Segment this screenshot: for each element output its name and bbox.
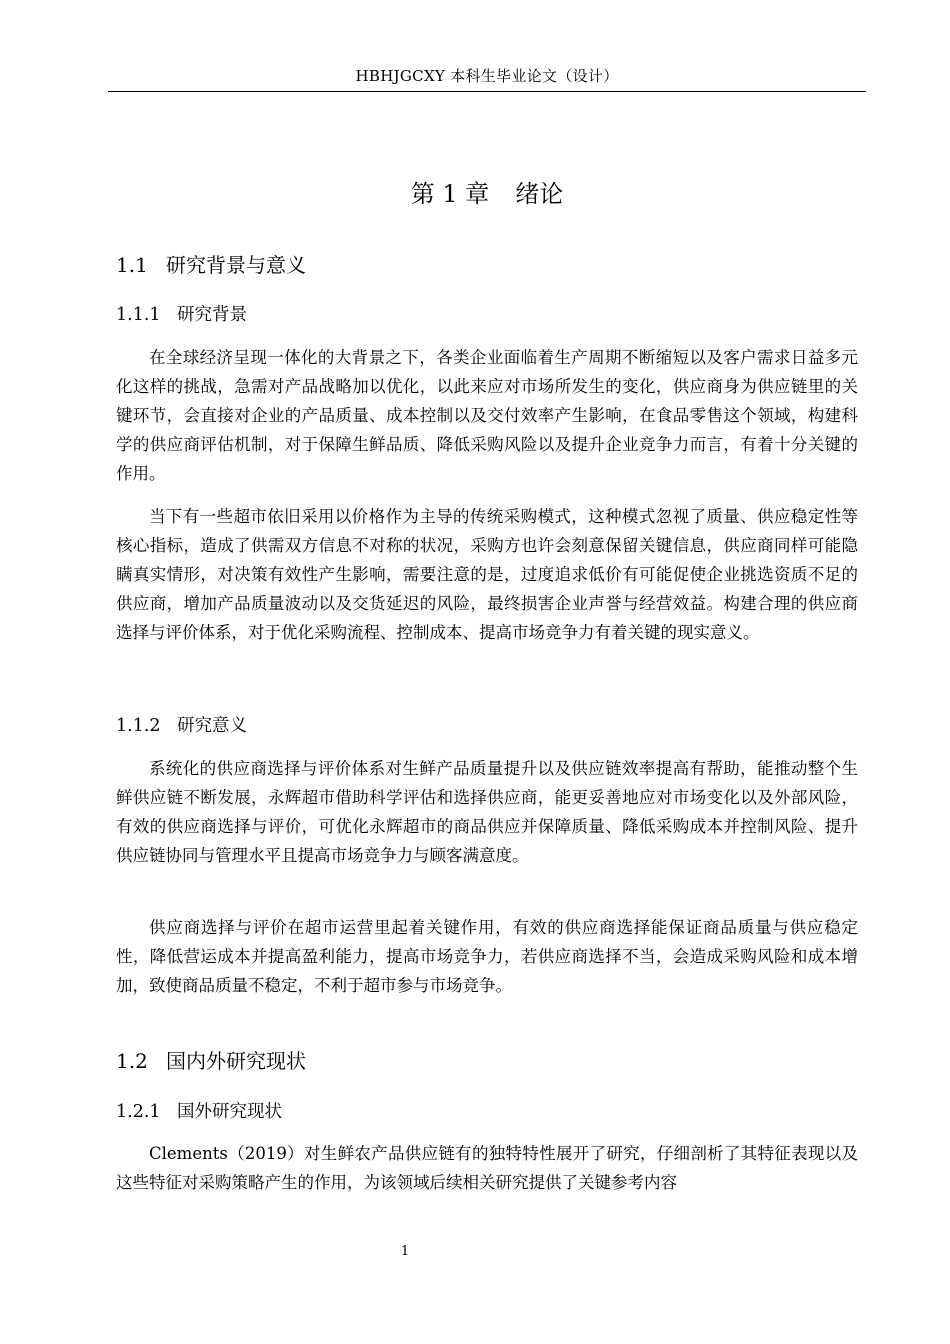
section-title: 研究背景与意义 xyxy=(166,253,306,277)
section-title: 国内外研究现状 xyxy=(166,1049,306,1073)
page-number: 1 xyxy=(400,1244,410,1259)
subsection-heading-1-2-1 xyxy=(116,1099,282,1125)
chapter-name: 绪论 xyxy=(515,180,564,208)
paragraph: 当下有一些超市依旧采用以价格作为主导的传统采购模式，这种模式忽视了质量、供应稳定性等核心指标，造成了供需双方信息不对称的状况，采购方也许会刻意保留关键信息，供应商同样可能隐瞒真实情形，对决策有效性产生影响，需要注意的是，过度追求低价有可能促使企业挑选资质不足的供应商，增加产品质量波动以及交货延迟的风险，最终损害企业声誉与经营效益。构建合理的供应商选择与评价体系，对于优化采购流程、控制成本、提高市场竞争力有着关键的现实意义。 xyxy=(116,507,858,642)
subsection-title: 国外研究现状 xyxy=(177,1102,282,1122)
subsection-number: 1.2.1 xyxy=(116,1102,161,1122)
subsection-heading-1-1-2 xyxy=(116,713,247,739)
subsection-heading-1-1-1 xyxy=(116,302,247,328)
subsection-title: 研究意义 xyxy=(177,716,247,736)
chapter-title xyxy=(108,178,866,210)
subsection-title: 研究背景 xyxy=(177,305,247,325)
running-header: HBHJGCXY 本科生毕业论文（设计） xyxy=(355,67,619,85)
paragraph: 供应商选择与评价在超市运营里起着关键作用，有效的供应商选择能保证商品质量与供应稳定性，降低营运成本并提高盈利能力，提高市场竞争力，若供应商选择不当，会造成采购风险和成本增加，致使商品质量不稳定，不利于超市参与市场竞争。 xyxy=(116,918,858,995)
section-heading-1-1 xyxy=(116,251,306,279)
paragraph: 系统化的供应商选择与评价体系对生鲜产品质量提升以及供应链效率提高有帮助，能推动整个生鲜供应链不断发展，永辉超市借助科学评估和选择供应商，能更妥善地应对市场变化以及外部风险，有效的供应商选择与评价，可优化永辉超市的商品供应并保障质量、降低采购成本并控制风险、提升供应链协同与管理水平且提高市场竞争力与顾客满意度。 xyxy=(116,759,858,865)
subsection-number: 1.1.1 xyxy=(116,305,161,325)
paragraph: Clements（2019）对生鲜农产品供应链有的独特特性展开了研究，仔细剖析了其特征表现以及这些特征对采购策略产生的作用，为该领域后续相关研究提供了关键参考内容 xyxy=(116,1144,858,1192)
header-divider xyxy=(108,91,866,92)
chapter-number: 第 1 章 xyxy=(410,180,490,208)
section-number: 1.2 xyxy=(116,1049,148,1073)
section-heading-1-2 xyxy=(116,1047,306,1075)
section-number: 1.1 xyxy=(116,253,148,277)
paragraph: 在全球经济呈现一体化的大背景之下，各类企业面临着生产周期不断缩短以及客户需求日益多元化这样的挑战，急需对产品战略加以优化，以此来应对市场所发生的变化，供应商身为供应链里的关键环节，会直接对企业的产品质量、成本控制以及交付效率产生影响，在食品零售这个领域，构建科学的供应商评估机制，对于保障生鲜品质、降低采购风险以及提升企业竞争力而言，有着十分关键的作用。 xyxy=(116,348,858,483)
subsection-number: 1.1.2 xyxy=(116,716,161,736)
